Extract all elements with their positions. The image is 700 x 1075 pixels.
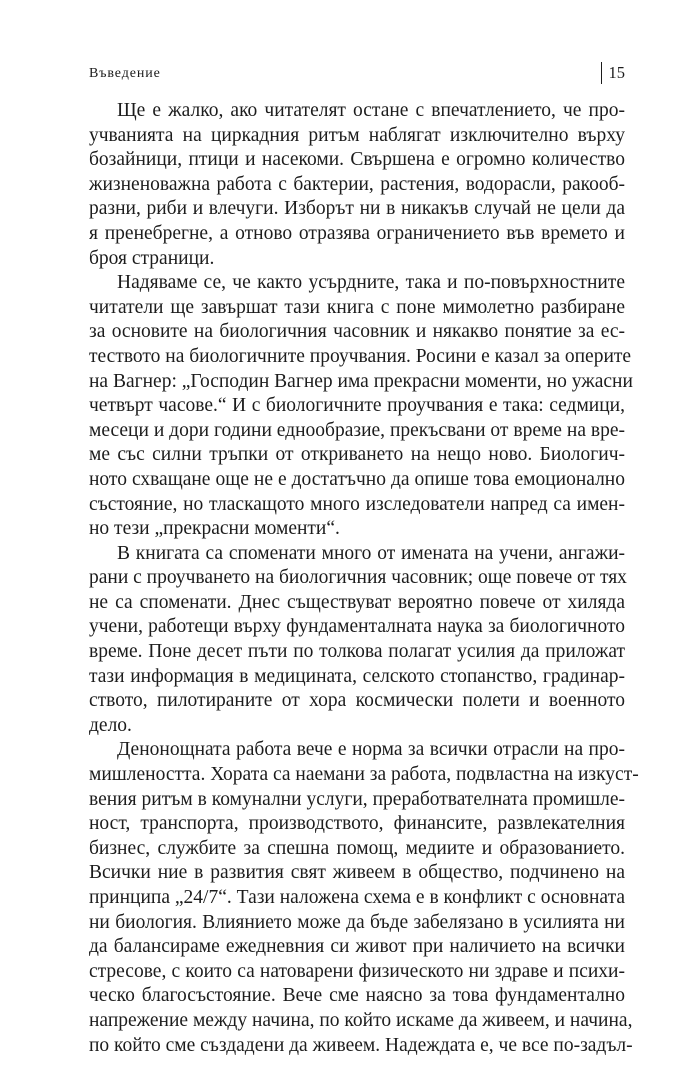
text-line: бозайници, птици и насекоми. Свършена е огромно количество	[89, 149, 625, 171]
text-line: не са споменати. Днес съществуват вероятно повече от хиляда	[89, 591, 625, 613]
text-line: да балансираме ежедневния си живот при наличието на всички	[89, 936, 625, 958]
body-text	[89, 99, 639, 1058]
text-line: месеци и дори години еднообразие, прекъсвани от време на вре-	[89, 419, 625, 441]
text-line: В книгата са споменати много от имената на учени, ангажи-	[117, 542, 625, 564]
text-line: време. Поне десет пъти по толкова полагат усилия да приложат	[89, 641, 625, 663]
text-line: бизнес, службите за спешна помощ, медиите и образованието.	[89, 837, 625, 859]
text-line: ческо благосъстояние. Вече сме наясно за това фундаментално	[89, 985, 625, 1007]
text-line: я пренебрегне, а отново отразява ограничението във времето и	[89, 222, 625, 244]
text-line: Надяваме се, че както усърдните, така и по-повърхностните	[117, 272, 625, 294]
text-line: Денонощната работа вече е норма за всички отрасли на про-	[117, 739, 625, 761]
text-line: учени, работещи върху фундаменталната наука за биологичното	[89, 616, 625, 638]
text-line: рани с проучването на биологичния часовник; още повече от тях	[89, 567, 627, 589]
text-line: ни биология. Влиянието може да бъде забелязано в усилията ни	[89, 911, 625, 933]
text-line: Ще е жалко, ако читателят остане с впечатлението, че про-	[117, 100, 625, 121]
page-number: 15	[601, 62, 626, 84]
text-line: разни, риби и влечуги. Изборът ни в никакъв случай не цели да	[89, 198, 625, 220]
text-line: по който сме създадени да живеем. Надеждата е, че все по-задъл-	[89, 1034, 633, 1056]
text-line: вения ритъм в комунални услуги, преработвателната промишле-	[89, 788, 625, 810]
text-line: но тези „прекрасни моменти“.	[89, 518, 340, 540]
text-line: ното схващане още не е достатъчно да опише това емоционално	[89, 468, 625, 490]
text-line: броя страници.	[89, 247, 215, 269]
paragraph	[89, 542, 625, 739]
text-line: тази информация в медицината, селското стопанство, градинар-	[89, 665, 625, 687]
text-line: ност, транспорта, производството, финансите, развлекателния	[89, 813, 625, 835]
page-header	[89, 63, 625, 86]
text-line: за основите на биологичния часовник и някакво понятие за ес-	[89, 321, 625, 343]
text-line: напрежение между начина, по който искаме да живеем, и начина,	[89, 1009, 633, 1031]
running-title: Въведение	[89, 66, 161, 81]
text-line: читатели ще завършат тази книга с поне мимолетно разбиране	[89, 296, 625, 318]
text-line: на Вагнер: „Господин Вагнер има прекрасни моменти, но ужасни	[89, 370, 633, 392]
text-line: Всички ние в развития свят живеем в общество, подчинено на	[89, 862, 625, 884]
text-line: учванията на циркадния ритъм наблягат изключително върху	[89, 124, 625, 146]
text-line: стресове, с които са натоварени физическото ни здраве и психи-	[89, 960, 625, 982]
text-line: теството на биологичните проучвания. Росини е казал за оперите	[89, 345, 632, 367]
paragraph	[89, 99, 625, 271]
paragraph	[89, 738, 639, 1058]
text-line: ството, пилотираните от хора космически полети и военното	[89, 690, 625, 712]
paragraph	[89, 271, 633, 542]
text-line: ме със силни тръпки от откриването на нещо ново. Биологич-	[89, 444, 625, 466]
text-line: четвърт часове.“ И с биологичните проучвания е така: седмици,	[89, 395, 625, 417]
text-line: състояние, но тласкащото много изследователи напред са имен-	[89, 493, 625, 515]
text-line: принципа „24/7“. Тази наложена схема е в конфликт с основната	[89, 887, 625, 908]
text-line: мишлеността. Хората са наемани за работа, подвластна на изкуст-	[89, 764, 639, 786]
text-line: жизненоважна работа с бактерии, растения, водорасли, ракооб-	[89, 173, 625, 195]
text-line: дело.	[89, 714, 132, 736]
